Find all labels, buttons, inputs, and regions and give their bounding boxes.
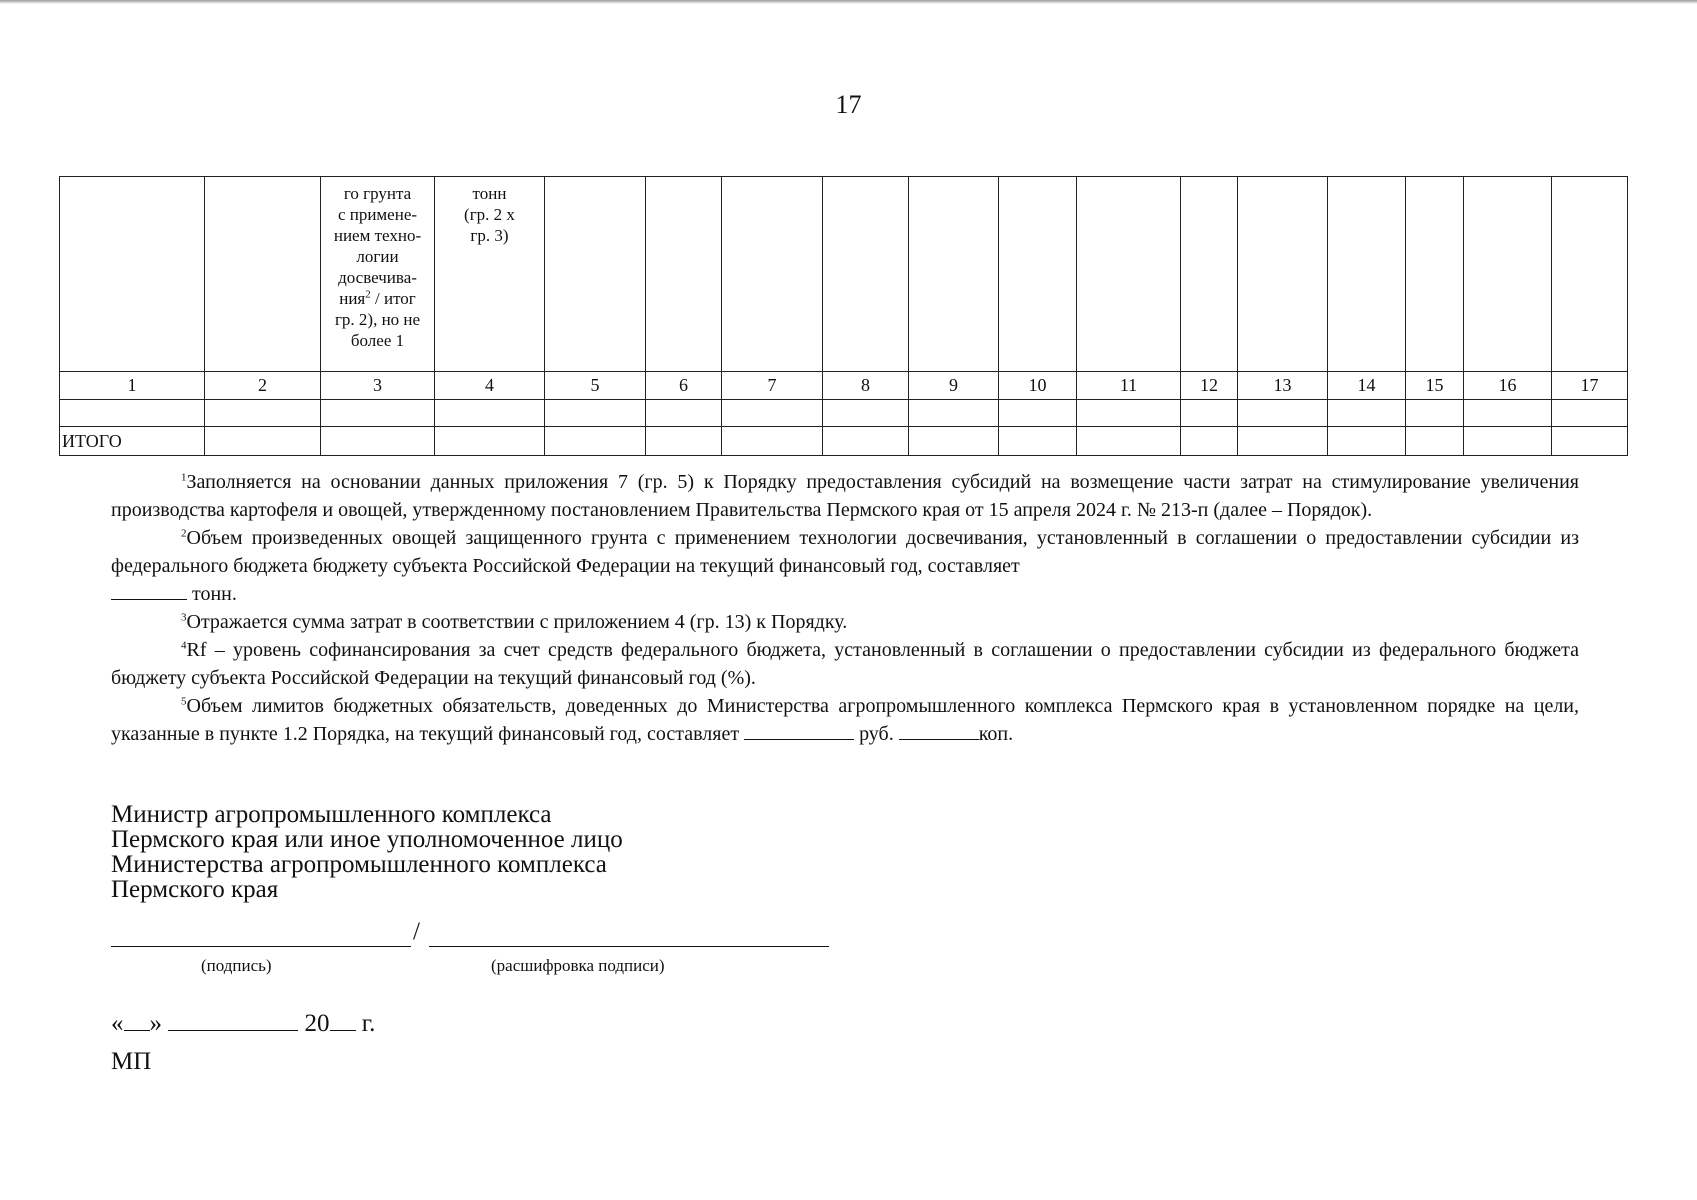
table-cell: [823, 427, 909, 456]
signature-lines: [111, 918, 831, 978]
signatory-line: Пермского края: [111, 876, 279, 903]
signatory-line: Пермского края или иное уполномоченное лицо: [111, 826, 623, 853]
footnote-2-unit: тонн.: [111, 580, 1579, 608]
kop-blank: [899, 721, 979, 740]
table-cell: [205, 400, 321, 427]
year-blank: [330, 1010, 356, 1031]
signatory-line: Министерства агропромышленного комплекса: [111, 851, 607, 878]
footnote-4: $^4$Rf – уровень софинансирования за счет средств федерального бюджета, установленный в соглашении о предоставлении субсидии из федерального бюджета бюджету субъекта Российской Федерации на текущий финансовый год (%).: [111, 639, 1579, 689]
table-cell: [205, 427, 321, 456]
table-cell: [999, 427, 1077, 456]
table-cell: [1552, 427, 1628, 456]
column-number: 1: [60, 372, 205, 400]
table-cell: [1238, 427, 1328, 456]
header-cell: [1181, 177, 1238, 372]
day-blank: [124, 1010, 150, 1031]
column-number: 12: [1181, 372, 1238, 400]
column-number: 4: [435, 372, 545, 400]
header-cell: [205, 177, 321, 372]
header-cell: [1552, 177, 1628, 372]
signature-slash: /: [413, 918, 420, 945]
footnote-5: $^5$Объем лимитов бюджетных обязательств, доведенных до Министерства агропромышленного комплекса Пермского края в установленном порядке на цели, указанные в пункте 1.2 Порядка, на текущий финансовый год, составляет руб. коп.: [111, 695, 1579, 745]
header-cell: [545, 177, 646, 372]
column-number: 5: [545, 372, 646, 400]
decode-caption: (расшифровка подписи): [491, 956, 665, 975]
footnote-2: $^2$Объем произведенных овощей защищенного грунта с применением технологии досвечивания, установленный в соглашении о предоставлении субсидии из федерального бюджета бюджету субъекта Российской Федерации на текущий финансовый год, составляет: [111, 527, 1579, 577]
table-cell: [1406, 427, 1464, 456]
table-cell: [321, 400, 435, 427]
table-cell: [545, 427, 646, 456]
header-cell: [1238, 177, 1328, 372]
table-row: [60, 400, 1628, 427]
header-cell: [909, 177, 999, 372]
table-cell: [909, 400, 999, 427]
total-label: ИТОГО: [60, 427, 205, 456]
table-cell: [1181, 427, 1238, 456]
subsidy-table: [59, 176, 1628, 456]
table-cell: [1181, 400, 1238, 427]
column-number: 6: [646, 372, 722, 400]
column-number: 8: [823, 372, 909, 400]
header-cell: [646, 177, 722, 372]
table-cell: [1464, 400, 1552, 427]
table-cell: [1077, 427, 1181, 456]
table-cell: [1328, 427, 1406, 456]
table-cell: [545, 400, 646, 427]
header-cell-3: го грунта с примене- нием техно- логии досвечива- ния$^2$ / итог гр. 2), но не более 1: [321, 177, 435, 372]
header-cell: [1077, 177, 1181, 372]
header-cell: [999, 177, 1077, 372]
signature-line: [111, 946, 411, 947]
table-cell: [1077, 400, 1181, 427]
table-cell: [823, 400, 909, 427]
column-number-row: [60, 372, 1628, 400]
signature-caption: (подпись): [201, 956, 272, 975]
month-blank: [168, 1010, 298, 1031]
table-cell: [435, 427, 545, 456]
column-number: 16: [1464, 372, 1552, 400]
column-number: 13: [1238, 372, 1328, 400]
rub-blank: [744, 721, 854, 740]
table-cell: [1552, 400, 1628, 427]
table-cell: [1406, 400, 1464, 427]
stamp-label: МП: [111, 1048, 152, 1075]
column-number: 14: [1328, 372, 1406, 400]
column-number: 11: [1077, 372, 1181, 400]
date-line: « » 20 г.: [111, 1010, 376, 1037]
header-cell: [1464, 177, 1552, 372]
table-cell: [722, 427, 823, 456]
tonnage-blank: [111, 581, 187, 600]
column-number: 17: [1552, 372, 1628, 400]
table-cell: [1328, 400, 1406, 427]
column-number: 7: [722, 372, 823, 400]
table-header-row: [60, 177, 1628, 372]
signatory-title: [111, 802, 623, 902]
decode-line: [429, 946, 829, 947]
signatory-line: Министр агропромышленного комплекса: [111, 801, 552, 828]
footnote-3: $^3$Отражается сумма затрат в соответствии с приложением 4 (гр. 13) к Порядку.: [181, 611, 848, 633]
header-cell-4: тонн (гр. 2 х гр. 3): [435, 177, 545, 372]
header-cell: [1406, 177, 1464, 372]
table-cell: [435, 400, 545, 427]
column-number: 2: [205, 372, 321, 400]
footnotes: [111, 468, 1579, 748]
column-number: 3: [321, 372, 435, 400]
table-cell: [321, 427, 435, 456]
column-number: 10: [999, 372, 1077, 400]
table-cell: [999, 400, 1077, 427]
column-number: 9: [909, 372, 999, 400]
table-cell: [1464, 427, 1552, 456]
table-cell: [1238, 400, 1328, 427]
table-cell: [646, 400, 722, 427]
header-cell: [1328, 177, 1406, 372]
footnote-1: $^1$Заполняется на основании данных приложения 7 (гр. 5) к Порядку предоставления субсидий на возмещение части затрат на стимулирование увеличения производства картофеля и овощей, утвержденному постановлением Правительства Пермского края от 15 апреля 2024 г. № 213-п (далее – Порядок).: [111, 471, 1579, 521]
header-cell: [60, 177, 205, 372]
header-cell: [823, 177, 909, 372]
header-cell: [722, 177, 823, 372]
table-cell: [60, 400, 205, 427]
table-cell: [722, 400, 823, 427]
total-row: [60, 427, 1628, 456]
table-cell: [909, 427, 999, 456]
column-number: 15: [1406, 372, 1464, 400]
scan-edge: [0, 0, 1697, 4]
page-number: 17: [835, 90, 862, 119]
table-cell: [646, 427, 722, 456]
